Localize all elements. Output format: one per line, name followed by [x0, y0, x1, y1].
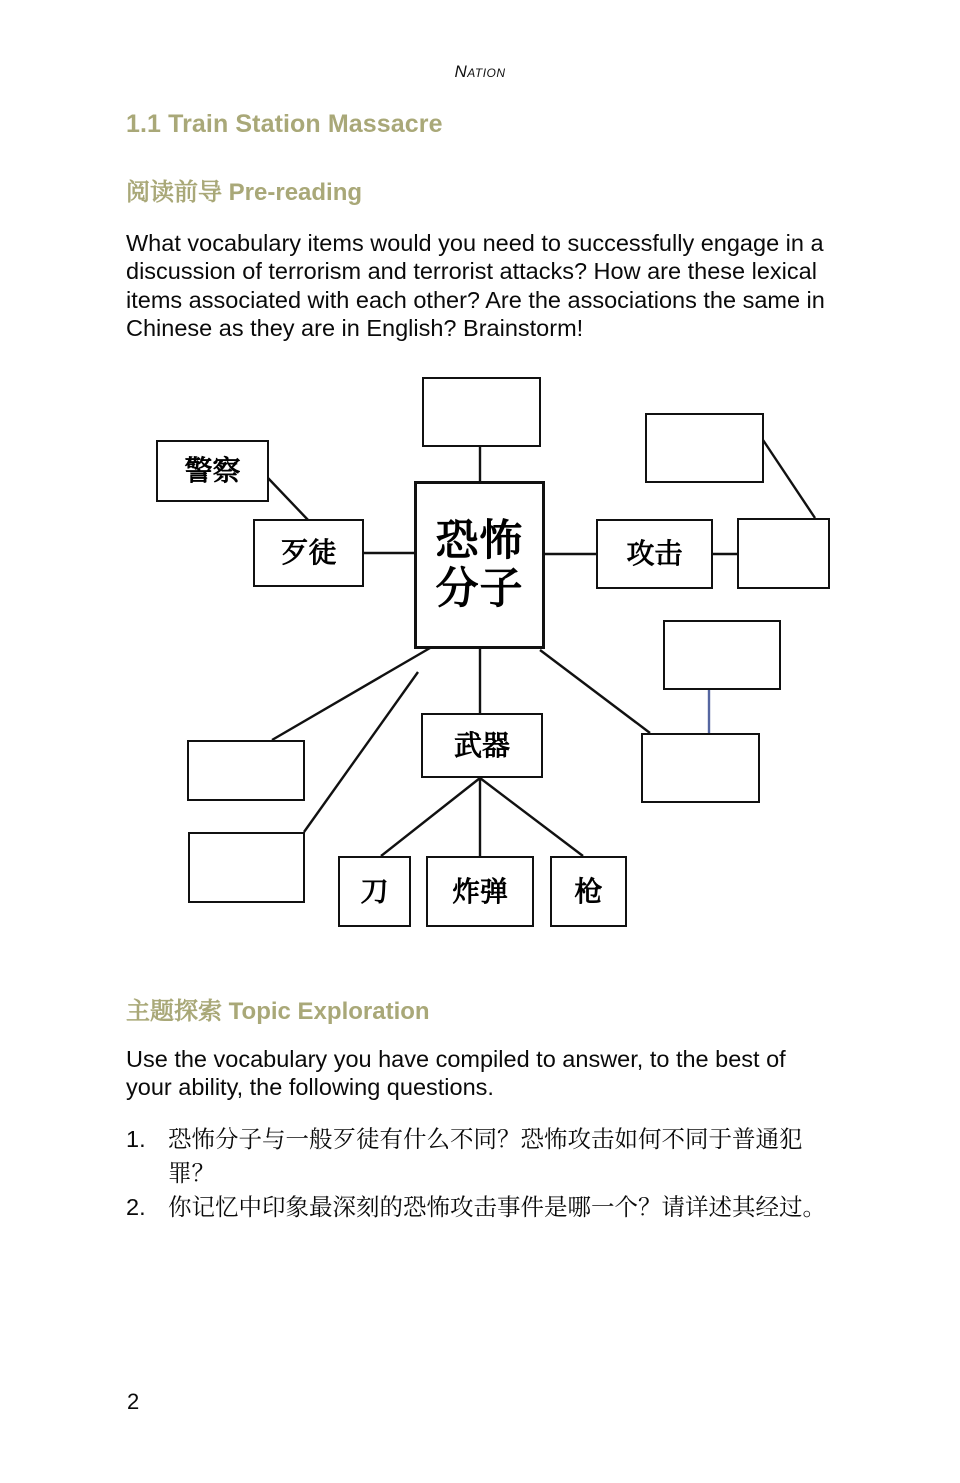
- questions-list: [126, 1122, 841, 1224]
- mindmap-node-knife[interactable]: 刀: [338, 856, 411, 927]
- mindmap-node-attack[interactable]: 攻击: [596, 519, 713, 589]
- pre-reading-heading: 阅读前导 Pre-reading: [126, 179, 363, 206]
- mindmap-node-thug[interactable]: 歹徒: [253, 519, 364, 587]
- topic-exploration-heading: 主题探索 Topic Exploration: [126, 998, 430, 1025]
- topic-exploration-paragraph: Use the vocabulary you have compiled to answer, to the best of your ability, the following questions.: [126, 1046, 786, 1101]
- list-item: [126, 1122, 841, 1190]
- list-item-text: 恐怖分子与一般歹徒有什么不同？恐怖攻击如何不同于普通犯罪？: [168, 1126, 803, 1186]
- mindmap-node-right-top-empty[interactable]: [645, 413, 764, 483]
- list-item-number: 2.: [126, 1194, 146, 1220]
- list-item-text: 你记忆中印象最深刻的恐怖攻击事件是哪一个？请详述其经过。: [168, 1194, 826, 1220]
- connector-center-leftupper: [272, 648, 430, 740]
- mindmap-node-gun[interactable]: 枪: [550, 856, 627, 927]
- mindmap-node-right-lower-empty[interactable]: [663, 620, 781, 690]
- mindmap-node-right-bottom-empty[interactable]: [641, 733, 760, 803]
- connector-weapon-knife: [381, 778, 480, 856]
- mindmap-node-left-upper-empty[interactable]: [187, 740, 305, 801]
- mindmap-node-police[interactable]: 警察: [156, 440, 269, 502]
- mindmap-node-top-empty[interactable]: [422, 377, 541, 447]
- list-item-number: 1.: [126, 1126, 146, 1152]
- mindmap-node-bomb[interactable]: 炸弹: [426, 856, 534, 927]
- list-item: [126, 1190, 841, 1224]
- connector-center-leftlower: [304, 672, 418, 832]
- mindmap-node-left-lower-empty[interactable]: [188, 832, 305, 903]
- running-head: Nation: [454, 62, 506, 81]
- connector-weapon-gun: [480, 778, 583, 856]
- mindmap-node-center[interactable]: 恐怖分子: [414, 481, 545, 649]
- connector-thug-police: [268, 478, 309, 521]
- connector-rightmid-righttop: [763, 440, 815, 518]
- mindmap-node-weapon[interactable]: 武器: [421, 713, 543, 778]
- section-heading: 1.1 Train Station Massacre: [126, 110, 443, 138]
- pre-reading-paragraph: What vocabulary items would you need to successfully engage in a discussion of terrorism and terrorist attacks? How are these lexical items associated with each other? Are the associations the same in Chinese as they are in English? Brainstorm!: [126, 230, 825, 342]
- page-number: 2: [127, 1389, 140, 1414]
- mindmap-node-right-mid-empty[interactable]: [737, 518, 830, 589]
- connector-center-rightbottom: [540, 650, 650, 733]
